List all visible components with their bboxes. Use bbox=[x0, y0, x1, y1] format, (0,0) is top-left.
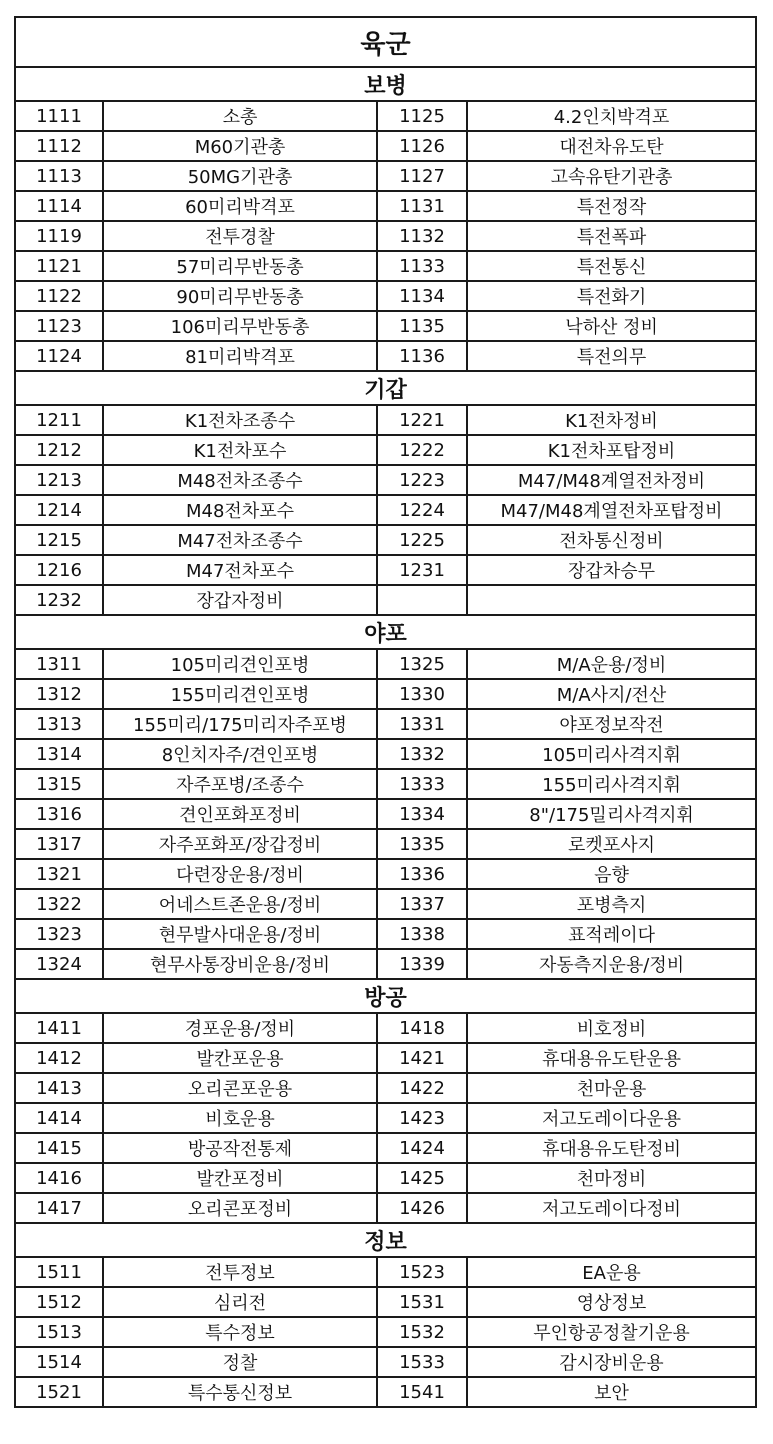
section-title: 방공 bbox=[15, 979, 756, 1013]
specialty-cell: 표적레이다 bbox=[467, 919, 756, 949]
code-cell: 1532 bbox=[377, 1317, 467, 1347]
specialty-cell: 천마운용 bbox=[467, 1073, 756, 1103]
code-cell: 1334 bbox=[377, 799, 467, 829]
specialty-cell: M48전차조종수 bbox=[103, 465, 377, 495]
table-row bbox=[15, 341, 756, 371]
code-cell: 1313 bbox=[15, 709, 103, 739]
code-cell: 1424 bbox=[377, 1133, 467, 1163]
specialty-cell: M60기관총 bbox=[103, 131, 377, 161]
code-cell: 1119 bbox=[15, 221, 103, 251]
code-cell: 1324 bbox=[15, 949, 103, 979]
code-cell: 1523 bbox=[377, 1257, 467, 1287]
specialty-cell: 특전통신 bbox=[467, 251, 756, 281]
code-cell: 1113 bbox=[15, 161, 103, 191]
code-cell: 1418 bbox=[377, 1013, 467, 1043]
specialty-cell: 저고도레이다정비 bbox=[467, 1193, 756, 1223]
specialty-cell: 특전화기 bbox=[467, 281, 756, 311]
specialty-cell: 57미리무반동총 bbox=[103, 251, 377, 281]
table-row bbox=[15, 1073, 756, 1103]
table-row bbox=[15, 191, 756, 221]
table-row bbox=[15, 1133, 756, 1163]
section-title: 보병 bbox=[15, 67, 756, 101]
specialty-cell: K1전차정비 bbox=[467, 405, 756, 435]
code-cell: 1421 bbox=[377, 1043, 467, 1073]
code-cell: 1331 bbox=[377, 709, 467, 739]
specialty-cell: 정찰 bbox=[103, 1347, 377, 1377]
section-header-row bbox=[15, 371, 756, 405]
code-cell: 1415 bbox=[15, 1133, 103, 1163]
code-cell: 1414 bbox=[15, 1103, 103, 1133]
specialty-cell: M/A사지/전산 bbox=[467, 679, 756, 709]
table-row bbox=[15, 1347, 756, 1377]
specialty-cell: 4.2인치박격포 bbox=[467, 101, 756, 131]
code-cell: 1335 bbox=[377, 829, 467, 859]
table-row bbox=[15, 679, 756, 709]
specialty-cell: 휴대용유도탄정비 bbox=[467, 1133, 756, 1163]
specialty-cell: 음향 bbox=[467, 859, 756, 889]
specialty-cell: 어네스트존운용/정비 bbox=[103, 889, 377, 919]
code-cell: 1513 bbox=[15, 1317, 103, 1347]
specialty-cell: 무인항공정찰기운용 bbox=[467, 1317, 756, 1347]
specialty-cell: 대전차유도탄 bbox=[467, 131, 756, 161]
table-row bbox=[15, 131, 756, 161]
code-cell: 1223 bbox=[377, 465, 467, 495]
code-cell: 1132 bbox=[377, 221, 467, 251]
code-cell: 1224 bbox=[377, 495, 467, 525]
specialty-cell: 8"/175밀리사격지휘 bbox=[467, 799, 756, 829]
specialty-cell: 전투경찰 bbox=[103, 221, 377, 251]
code-cell: 1333 bbox=[377, 769, 467, 799]
code-cell: 1417 bbox=[15, 1193, 103, 1223]
section-title: 기갑 bbox=[15, 371, 756, 405]
specialty-cell: M47전차포수 bbox=[103, 555, 377, 585]
specialty-cell: 소총 bbox=[103, 101, 377, 131]
specialty-cell: 155미리견인포병 bbox=[103, 679, 377, 709]
table-row bbox=[15, 1377, 756, 1407]
code-cell: 1511 bbox=[15, 1257, 103, 1287]
table-row bbox=[15, 251, 756, 281]
specialty-cell: 50MG기관총 bbox=[103, 161, 377, 191]
specialty-cell: 방공작전통제 bbox=[103, 1133, 377, 1163]
code-cell: 1317 bbox=[15, 829, 103, 859]
code-cell: 1416 bbox=[15, 1163, 103, 1193]
title-row bbox=[15, 17, 756, 67]
table-row bbox=[15, 799, 756, 829]
code-cell: 1330 bbox=[377, 679, 467, 709]
specialty-cell: 경포운용/정비 bbox=[103, 1013, 377, 1043]
table-row bbox=[15, 281, 756, 311]
code-cell: 1222 bbox=[377, 435, 467, 465]
table-row bbox=[15, 649, 756, 679]
code-cell: 1231 bbox=[377, 555, 467, 585]
specialty-cell: 전차통신정비 bbox=[467, 525, 756, 555]
specialty-cell bbox=[467, 585, 756, 615]
table-row bbox=[15, 889, 756, 919]
code-cell: 1514 bbox=[15, 1347, 103, 1377]
code-cell: 1124 bbox=[15, 341, 103, 371]
specialty-cell: 오리콘포정비 bbox=[103, 1193, 377, 1223]
specialty-cell: M47전차조종수 bbox=[103, 525, 377, 555]
code-cell: 1125 bbox=[377, 101, 467, 131]
table-row bbox=[15, 311, 756, 341]
specialty-cell: 특전정작 bbox=[467, 191, 756, 221]
code-cell: 1214 bbox=[15, 495, 103, 525]
specialty-cell: 현무발사대운용/정비 bbox=[103, 919, 377, 949]
specialty-cell: M47/M48계열전차포탑정비 bbox=[467, 495, 756, 525]
specialty-cell: 야포정보작전 bbox=[467, 709, 756, 739]
specialty-cell: K1전차조종수 bbox=[103, 405, 377, 435]
specialty-cell: 81미리박격포 bbox=[103, 341, 377, 371]
specialty-cell: 자동측지운용/정비 bbox=[467, 949, 756, 979]
specialty-cell: 휴대용유도탄운용 bbox=[467, 1043, 756, 1073]
table-row bbox=[15, 1257, 756, 1287]
section-title: 정보 bbox=[15, 1223, 756, 1257]
section-header-row bbox=[15, 1223, 756, 1257]
specialty-cell: 자주포병/조종수 bbox=[103, 769, 377, 799]
table-row bbox=[15, 919, 756, 949]
table-title: 육군 bbox=[15, 17, 756, 67]
table-row bbox=[15, 859, 756, 889]
code-cell: 1232 bbox=[15, 585, 103, 615]
section-header-row bbox=[15, 67, 756, 101]
code-cell: 1422 bbox=[377, 1073, 467, 1103]
specialty-cell: M47/M48계열전차정비 bbox=[467, 465, 756, 495]
table-row bbox=[15, 435, 756, 465]
code-cell: 1323 bbox=[15, 919, 103, 949]
specialty-cell: 현무사통장비운용/정비 bbox=[103, 949, 377, 979]
code-cell: 1211 bbox=[15, 405, 103, 435]
specialty-cell: 155미리사격지휘 bbox=[467, 769, 756, 799]
specialty-cell: M48전차포수 bbox=[103, 495, 377, 525]
code-cell: 1114 bbox=[15, 191, 103, 221]
code-cell: 1312 bbox=[15, 679, 103, 709]
section-header-row bbox=[15, 615, 756, 649]
table-row bbox=[15, 161, 756, 191]
section-header-row bbox=[15, 979, 756, 1013]
specialty-cell: 로켓포사지 bbox=[467, 829, 756, 859]
code-cell: 1225 bbox=[377, 525, 467, 555]
specialty-cell: 영상정보 bbox=[467, 1287, 756, 1317]
code-cell: 1425 bbox=[377, 1163, 467, 1193]
code-cell bbox=[377, 585, 467, 615]
table-row bbox=[15, 585, 756, 615]
code-cell: 1338 bbox=[377, 919, 467, 949]
code-cell: 1315 bbox=[15, 769, 103, 799]
specialty-cell: 저고도레이다운용 bbox=[467, 1103, 756, 1133]
code-cell: 1135 bbox=[377, 311, 467, 341]
code-cell: 1133 bbox=[377, 251, 467, 281]
code-cell: 1314 bbox=[15, 739, 103, 769]
code-cell: 1521 bbox=[15, 1377, 103, 1407]
table-row bbox=[15, 405, 756, 435]
table-body bbox=[15, 17, 756, 1407]
code-cell: 1216 bbox=[15, 555, 103, 585]
specialty-cell: 비호운용 bbox=[103, 1103, 377, 1133]
specialty-cell: 특전의무 bbox=[467, 341, 756, 371]
code-cell: 1126 bbox=[377, 131, 467, 161]
code-cell: 1215 bbox=[15, 525, 103, 555]
specialty-cell: 발칸포정비 bbox=[103, 1163, 377, 1193]
code-cell: 1123 bbox=[15, 311, 103, 341]
code-cell: 1212 bbox=[15, 435, 103, 465]
code-cell: 1136 bbox=[377, 341, 467, 371]
specialty-cell: EA운용 bbox=[467, 1257, 756, 1287]
specialty-cell: 포병측지 bbox=[467, 889, 756, 919]
code-cell: 1213 bbox=[15, 465, 103, 495]
table-row bbox=[15, 709, 756, 739]
table-row bbox=[15, 555, 756, 585]
table-row bbox=[15, 1043, 756, 1073]
specialty-cell: 전투정보 bbox=[103, 1257, 377, 1287]
code-cell: 1134 bbox=[377, 281, 467, 311]
code-cell: 1325 bbox=[377, 649, 467, 679]
table-row bbox=[15, 949, 756, 979]
specialty-cell: 155미리/175미리자주포병 bbox=[103, 709, 377, 739]
code-cell: 1337 bbox=[377, 889, 467, 919]
code-cell: 1413 bbox=[15, 1073, 103, 1103]
code-cell: 1321 bbox=[15, 859, 103, 889]
code-cell: 1336 bbox=[377, 859, 467, 889]
code-cell: 1131 bbox=[377, 191, 467, 221]
table-row bbox=[15, 525, 756, 555]
specialty-cell: 고속유탄기관총 bbox=[467, 161, 756, 191]
code-cell: 1512 bbox=[15, 1287, 103, 1317]
table-row bbox=[15, 221, 756, 251]
specialty-cell: 8인치자주/견인포병 bbox=[103, 739, 377, 769]
specialty-cell: 60미리박격포 bbox=[103, 191, 377, 221]
code-cell: 1533 bbox=[377, 1347, 467, 1377]
specialty-cell: K1전차포탑정비 bbox=[467, 435, 756, 465]
specialty-cell: K1전차포수 bbox=[103, 435, 377, 465]
code-cell: 1311 bbox=[15, 649, 103, 679]
table-row bbox=[15, 465, 756, 495]
code-cell: 1411 bbox=[15, 1013, 103, 1043]
specialty-cell: 낙하산 정비 bbox=[467, 311, 756, 341]
specialty-cell: 특수정보 bbox=[103, 1317, 377, 1347]
section-title: 야포 bbox=[15, 615, 756, 649]
table-row bbox=[15, 1163, 756, 1193]
table-row bbox=[15, 1287, 756, 1317]
code-cell: 1332 bbox=[377, 739, 467, 769]
specialty-cell: 다련장운용/정비 bbox=[103, 859, 377, 889]
code-cell: 1531 bbox=[377, 1287, 467, 1317]
code-cell: 1122 bbox=[15, 281, 103, 311]
code-cell: 1322 bbox=[15, 889, 103, 919]
code-cell: 1221 bbox=[377, 405, 467, 435]
specialty-cell: 106미리무반동총 bbox=[103, 311, 377, 341]
specialty-cell: 장갑자정비 bbox=[103, 585, 377, 615]
specialty-cell: 105미리사격지휘 bbox=[467, 739, 756, 769]
table-row bbox=[15, 1317, 756, 1347]
code-cell: 1111 bbox=[15, 101, 103, 131]
specialty-cell: M/A운용/정비 bbox=[467, 649, 756, 679]
specialty-cell: 특수통신정보 bbox=[103, 1377, 377, 1407]
specialty-cell: 장갑차승무 bbox=[467, 555, 756, 585]
specialty-cell: 90미리무반동총 bbox=[103, 281, 377, 311]
specialty-cell: 발칸포운용 bbox=[103, 1043, 377, 1073]
code-cell: 1112 bbox=[15, 131, 103, 161]
specialty-cell: 보안 bbox=[467, 1377, 756, 1407]
specialty-cell: 오리콘포운용 bbox=[103, 1073, 377, 1103]
specialty-cell: 천마정비 bbox=[467, 1163, 756, 1193]
specialty-cell: 견인포화포정비 bbox=[103, 799, 377, 829]
table-row bbox=[15, 1193, 756, 1223]
specialty-cell: 특전폭파 bbox=[467, 221, 756, 251]
table-row bbox=[15, 1013, 756, 1043]
table-row bbox=[15, 495, 756, 525]
specialty-cell: 심리전 bbox=[103, 1287, 377, 1317]
specialty-cell: 105미리견인포병 bbox=[103, 649, 377, 679]
table-row bbox=[15, 829, 756, 859]
code-cell: 1423 bbox=[377, 1103, 467, 1133]
code-cell: 1121 bbox=[15, 251, 103, 281]
specialty-code-table bbox=[14, 16, 757, 1408]
code-cell: 1412 bbox=[15, 1043, 103, 1073]
code-cell: 1339 bbox=[377, 949, 467, 979]
table-row bbox=[15, 101, 756, 131]
specialty-cell: 비호정비 bbox=[467, 1013, 756, 1043]
table-row bbox=[15, 1103, 756, 1133]
code-cell: 1541 bbox=[377, 1377, 467, 1407]
code-cell: 1426 bbox=[377, 1193, 467, 1223]
specialty-cell: 자주포화포/장갑정비 bbox=[103, 829, 377, 859]
table-row bbox=[15, 769, 756, 799]
code-cell: 1316 bbox=[15, 799, 103, 829]
table-row bbox=[15, 739, 756, 769]
code-cell: 1127 bbox=[377, 161, 467, 191]
specialty-cell: 감시장비운용 bbox=[467, 1347, 756, 1377]
